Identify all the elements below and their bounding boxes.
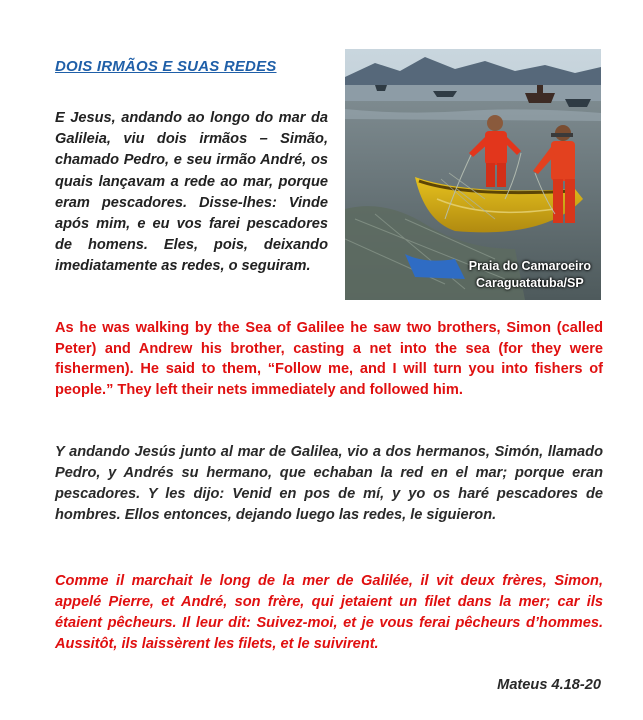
photo-caption-city: Caraguatatuba/SP bbox=[476, 276, 584, 290]
photo-caption-location: Praia do Camaroeiro bbox=[468, 259, 591, 273]
fishermen-photo bbox=[345, 49, 601, 300]
english-verse: As he was walking by the Sea of Galilee he saw two brothers, Simon (called Peter) and Andrew his brother, casting a net into the sea (for they were fishermen). He said to them, “Follow me, and I will turn you into fishers of people.” They left their nets immediately and followed him. bbox=[55, 320, 603, 398]
french-verse: Comme il marchait le long de la mer de Galilée, il vit deux frères, Simon, appelé Pierre, et André, son frère, qui jetaient un filet dans la mer; car ils étaient pêcheurs. Il leur dit: Suivez-moi, et je vous ferai pêcheurs d’hommes. Aussitôt, ils laissèrent les filets, et le suivirent. bbox=[55, 573, 603, 652]
portuguese-verse: E Jesus, andando ao longo do mar da Galileia, viu dois irmãos – Simão, chamado Pedro, e seu irmão André, os quais lançavam a rede ao mar, porque eram pescadores. Disse-lhes: Vinde após mim, e eu vos farei pescadores de homens. Eles, pois, deixando imediatamente as redes, o seguiram. bbox=[55, 110, 328, 275]
scripture-reference: Mateus 4.18-20 bbox=[497, 677, 601, 693]
page-title: DOIS IRMÃOS E SUAS REDES bbox=[55, 58, 277, 75]
photo-caption bbox=[469, 258, 591, 292]
spanish-verse: Y andando Jesús junto al mar de Galilea, vio a dos hermanos, Simón, llamado Pedro, y Andrés su hermano, que echaban la red en el mar; porque eran pescadores. Y les dijo: Venid en pos de mí, y yo os haré pescadores de hombres. Ellos entonces, dejando luego las redes, le siguieron. bbox=[55, 444, 603, 523]
